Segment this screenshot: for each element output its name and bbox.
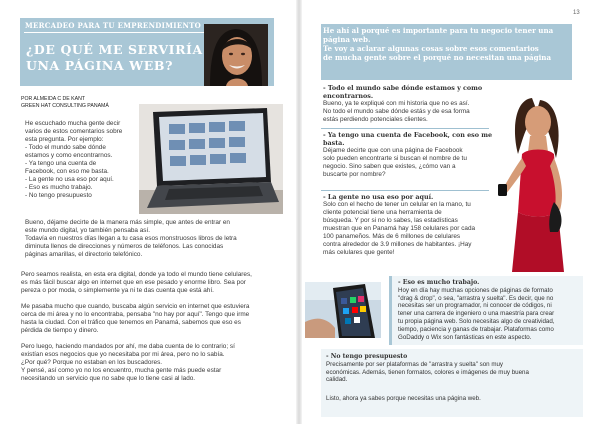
item-title: - Eso es mucho trabajo.	[398, 279, 480, 286]
intro-line: - Ya tengo una cuenta de	[25, 160, 97, 167]
header-line: He ahí al porqué es importante para tu negocio tener una	[323, 26, 554, 35]
text-line: tener una carrera de ingeniero o una maestría para crear	[398, 310, 555, 318]
text-line: necesitando un servicio que no sabe que lo tiene casi al lado.	[21, 375, 196, 382]
eso-text	[398, 279, 584, 341]
item-title: - Todo el mundo sabe dónde estamos y como encontrarnos.	[323, 84, 483, 100]
header-line: Te voy a aclarar algunas cosas sobre esos comentarios	[323, 44, 539, 53]
text-line: tiempo, paciencia y ganas de trabajar. Plataformas como	[398, 325, 554, 333]
text-line: Pero seamos realista, en esta era digital, donde ya todo el mundo tiene celulares,	[21, 271, 252, 278]
intro-line: - Todo el mundo sabe dónde	[25, 144, 106, 151]
text-line: Me pasaba mucho que cuando, buscaba algún servicio en internet que estuviera	[21, 303, 250, 310]
text-line: más celulares que gente!	[323, 249, 395, 256]
author-company: GREEN HAT CONSULTING PANAMÁ	[21, 103, 109, 109]
paragraph-bueno	[25, 219, 283, 259]
item-title: - La gente no usa eso por aquí.	[323, 193, 434, 201]
article-title: ¿DE QUÉ ME SERVIRÍA UNA PÁGINA WEB?	[26, 42, 203, 73]
section-divider	[321, 128, 489, 129]
item-title: - No tengo presupuesto	[326, 353, 408, 360]
eso-es-mucho-trabajo-box	[389, 276, 583, 345]
text-line: estás perdiendo potenciales clientes.	[323, 116, 428, 123]
paragraph	[21, 271, 285, 295]
text-line: Y pensé, así como yo no los encuentro, mucha gente más puede estar	[21, 367, 222, 374]
text-line: Todavía en nuestros días llegan a tu casa esos monstruosos libros de letra	[25, 235, 237, 242]
author-name: POR ALMEIDA C DE KANT	[21, 96, 85, 102]
body-paragraphs	[21, 271, 285, 391]
item-title: - Ya tengo una cuenta de Facebook, con eso me basta.	[323, 131, 493, 147]
section-label: MERCADEO PARA TU EMPRENDIMIENTO	[25, 21, 202, 30]
text-line: Bueno, ya te expliqué con mi historia que no es así.	[323, 100, 470, 107]
header-line: de mucha gente sobre el porqué no necesitan una página	[323, 53, 552, 62]
text-line: GoDaddy o Wix son fantásticas en este aspecto.	[398, 333, 532, 341]
text-line: Pero luego, haciendo mandados por ahí, me daba cuenta de lo contrario; sí	[21, 343, 235, 350]
text-line: pérdida de tiempo y dinero.	[21, 327, 99, 334]
section-divider	[321, 190, 489, 191]
intro-line: - La gente no usa eso por aquí.	[25, 176, 114, 183]
intro-line: Facebook, con eso me basta.	[25, 168, 109, 175]
text-line: contra alrededor de 3.9 millones de habitantes. ¡Hay	[323, 241, 472, 248]
text-line: cliente potencial tiene una herramienta de	[323, 209, 442, 216]
text-line: es más fácil buscar algo en internet que en ese pesado y enorme libro. Sea por	[21, 279, 246, 286]
text-line: Déjame decirte que con una página de Facebook	[323, 147, 463, 154]
text-line: No todo el mundo sabe dónde estás y de esa forma	[323, 108, 470, 115]
paragraph	[21, 303, 285, 335]
page-number: 13	[573, 10, 580, 16]
smartphone-photo	[305, 282, 381, 338]
item-la-gente	[323, 193, 493, 257]
right-header-band	[321, 24, 572, 80]
text-line: hasta la ciudad. Con el tráfico que tenemos en Panamá, sabemos que eso es	[21, 319, 241, 326]
text-line: diminuta llenos de direcciones y números de teléfonos. Las conocidas	[25, 243, 224, 250]
author-portrait-image	[204, 24, 268, 86]
text-line: económicas. Además, tienen formatos, colores e imágenes de muy buena	[326, 368, 529, 376]
closing-line: Listo, ahora ya sabes porque necesitas una página web.	[326, 395, 481, 402]
text-line: Precisamente por ser plataformas de "arrastra y suelta" son muy	[326, 360, 504, 368]
intro-line: estamos y como encontrarnos.	[25, 152, 113, 159]
text-line: este mundo digital, yo también pensaba así.	[25, 227, 151, 234]
intro-line: esta pregunta. Por ejemplo:	[25, 136, 104, 143]
np-text	[326, 353, 578, 384]
text-line: tu propia página web. Solo necesitas algo de creatividad,	[398, 317, 555, 325]
item-facebook	[323, 131, 493, 179]
text-line: negocio. Sino saben que existes, ¿cómo van a	[323, 163, 456, 170]
text-line: "drag & drop", o sea, "arrastra y suelta". Es decir, que no	[398, 294, 554, 302]
text-line: existían esos negocios que yo necesitaba por mi área, pero no lo sabía.	[21, 351, 225, 358]
text-line: Hoy en día hay muchas opciones de páginas de formato	[398, 286, 553, 294]
text-line: cerca de mi área y no lo encontraba, pensaba "no hay por aquí". Tengo que irme	[21, 311, 250, 318]
text-line: 100 panameños. Más de 6 millones de celulares	[323, 233, 461, 240]
intro-line: varios de estos comentarios sobre	[25, 128, 123, 135]
text-line: ¿Por qué? Porque no estaban en los buscadores.	[21, 359, 163, 366]
intro-line: He escuchado mucha gente decir	[25, 120, 121, 127]
text-line: búsqueda. Y por si no lo sabes, las estadísticas	[323, 217, 458, 224]
text-line: Bueno, déjame decirte de la manera más simple, que antes de entrar en	[25, 219, 230, 226]
text-line: muestran que en Panamá hay 158 celulares por cada	[323, 225, 476, 232]
no-tengo-presupuesto-box	[321, 349, 583, 417]
intro-line: - Eso es mucho trabajo.	[25, 184, 93, 191]
intro-list	[25, 120, 139, 200]
right-header-text	[323, 26, 573, 62]
header-line: página web.	[323, 35, 371, 44]
text-line: páginas amarillas, el directorio telefónico.	[25, 251, 143, 258]
intro-line: - No tengo presupuesto	[25, 192, 92, 199]
text-line: pereza o por moda, o simplemente ya ni te das cuenta que está ahí.	[21, 287, 214, 294]
text-line: Solo con el hecho de tener un celular en la mano, tu	[323, 201, 471, 208]
byline	[21, 96, 109, 110]
item-todo-el-mundo	[323, 84, 493, 124]
text-line: solo pueden encontrarte si buscan el nombre de tu	[323, 155, 467, 162]
header-rule	[24, 32, 204, 33]
text-line: calidad.	[326, 376, 348, 384]
page-gutter	[296, 0, 302, 424]
woman-with-phone-photo	[492, 92, 584, 272]
laptop-photo	[139, 104, 283, 214]
text-line: buscarte por nombre?	[323, 171, 386, 178]
text-line: necesitas ser un programador, ni conocer de códigos, ni	[398, 302, 552, 310]
paragraph	[21, 343, 285, 383]
